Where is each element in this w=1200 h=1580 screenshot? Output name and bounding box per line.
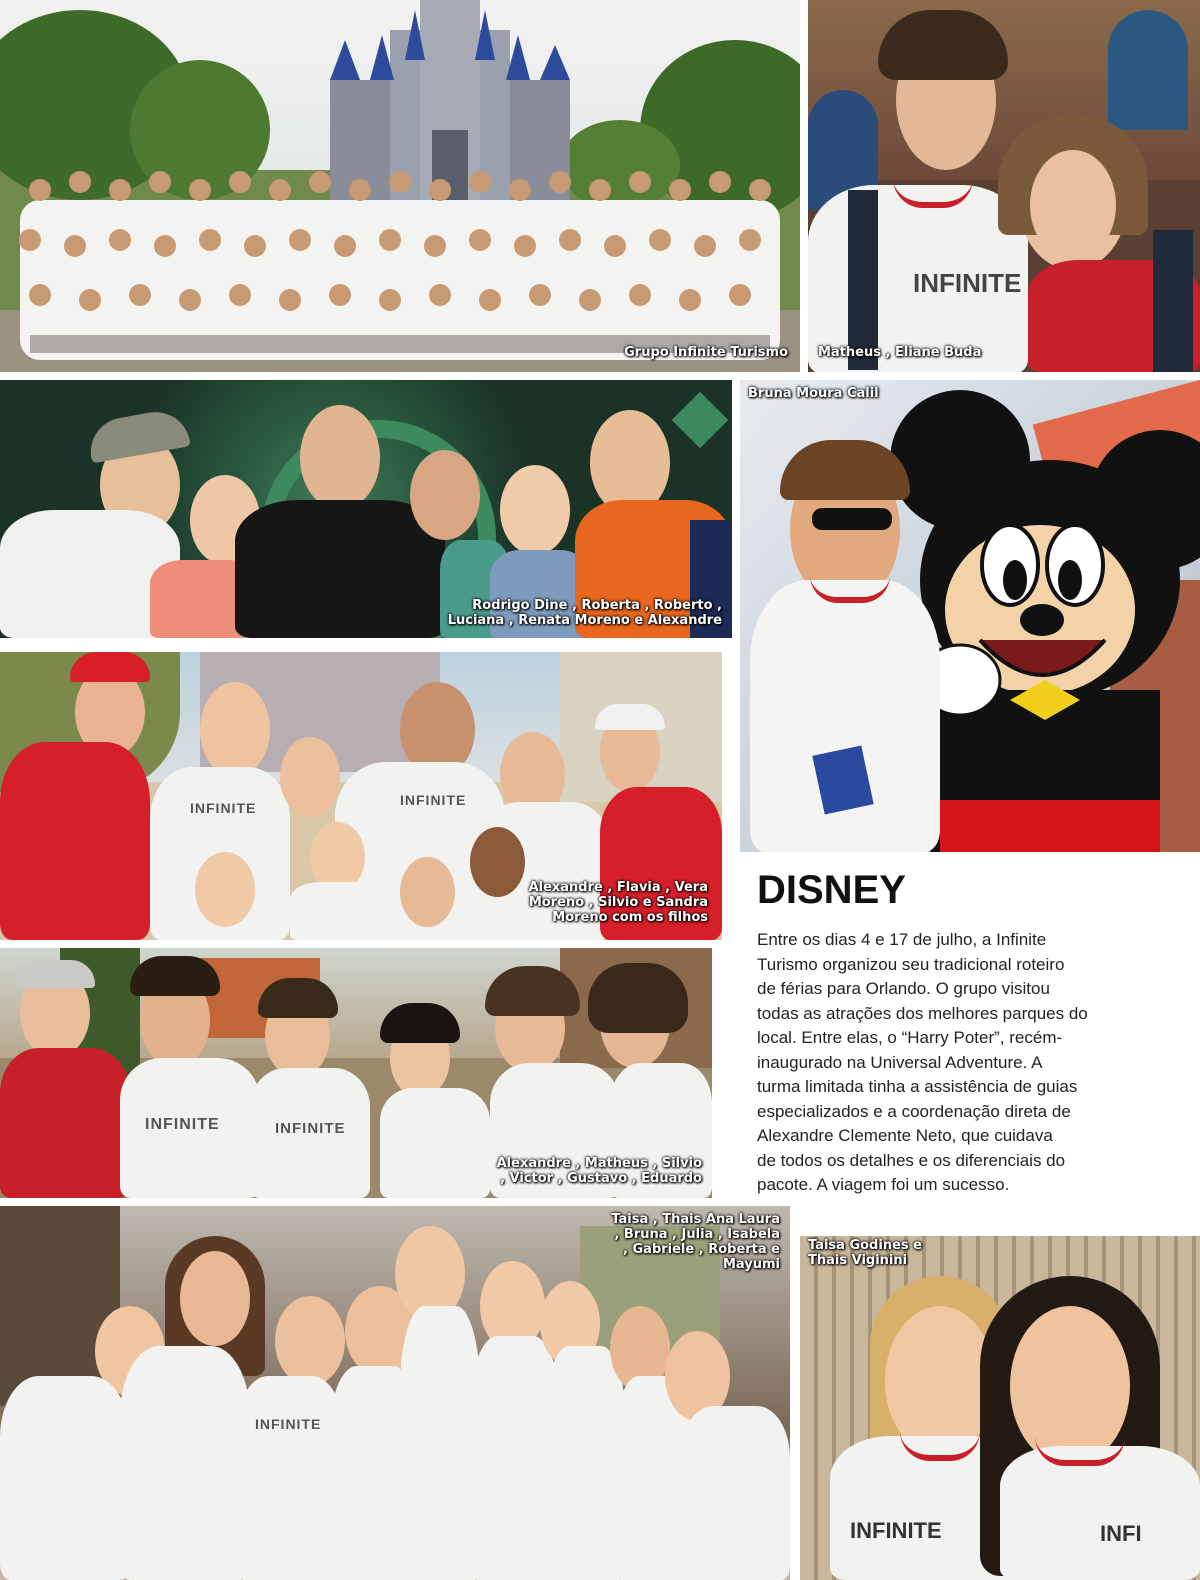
shirt-logo: INFINITE — [190, 800, 257, 816]
article-line: todas as atrações dos melhores parques do — [757, 1003, 1088, 1023]
shirt-logo: INFINITE — [255, 1416, 322, 1432]
shirt-logo: INFINITE — [913, 268, 1022, 298]
caption-alexandre-family: Alexandre , Flavia , Vera Moreno , Silvio e Sandra Moreno com os filhos — [528, 880, 708, 925]
article-line: local. Entre elas, o “Harry Poter”, recém- — [757, 1028, 1063, 1047]
caption-rodrigo: Rodrigo Dine , Roberta , Roberto , Luciana , Renata Moreno e Alexandre — [447, 598, 722, 628]
caption-girls: Taisa , Thais Ana Laura , Bruna , Julia , Isabela , Gabriele , Roberta e Mayumi — [611, 1212, 780, 1272]
photo-taisa-thais: INFINITE INFI Taisa Godines e Thais Viginini — [800, 1236, 1200, 1580]
article-title: DISNEY — [757, 868, 906, 912]
article-line: inaugurado na Universal Adventure. A — [757, 1052, 1043, 1072]
caption-matheus: Matheus , Eliane Buda — [818, 345, 982, 360]
photo-group-castle — [0, 0, 800, 372]
article-body — [757, 928, 1137, 1198]
photo-matheus-eliane — [808, 0, 1200, 372]
photo-alexandre-family: INFINITE INFINITE Alexandre , Flavia , Vera Moreno , Silvio e Sandra Moreno com os filhos — [0, 652, 722, 940]
photo-bruna-mickey — [740, 380, 1200, 852]
photo-boys: INFINITE INFINITE Alexandre , Matheus , Silvio , Victor , Gustavo , Eduardo — [0, 948, 712, 1198]
caption-boys: Alexandre , Matheus , Silvio , Victor , Gustavo , Eduardo — [496, 1156, 702, 1186]
caption-bruna: Bruna Moura Calil — [748, 386, 879, 401]
photo-rodrigo-group — [0, 380, 732, 638]
crowd-group — [0, 160, 800, 372]
article-line: pacote. A viagem foi um sucesso. — [757, 1175, 1010, 1194]
article-line: Entre os dias 4 e 17 de julho, a Infinite — [757, 930, 1047, 949]
article-line: de todos os detalhes e os diferenciais do — [757, 1150, 1066, 1170]
caption-group: Grupo Infinite Turismo — [624, 345, 788, 360]
shirt-logo: INFINITE — [850, 1518, 942, 1543]
photo-girls — [0, 1206, 790, 1580]
article-line: turma limitada tinha a assistência de guias — [757, 1077, 1078, 1096]
article-line: de férias para Orlando. O grupo visitou — [757, 979, 1050, 998]
article-line: Turismo organizou seu tradicional roteiro — [757, 954, 1065, 974]
caption-taisa: Taisa Godines e Thais Viginini — [808, 1238, 922, 1268]
shirt-logo: INFINITE — [145, 1116, 220, 1133]
article-line: Alexandre Clemente Neto, que cuidava — [757, 1126, 1053, 1145]
article-line: especializados e a coordenação direta de — [757, 1101, 1071, 1121]
